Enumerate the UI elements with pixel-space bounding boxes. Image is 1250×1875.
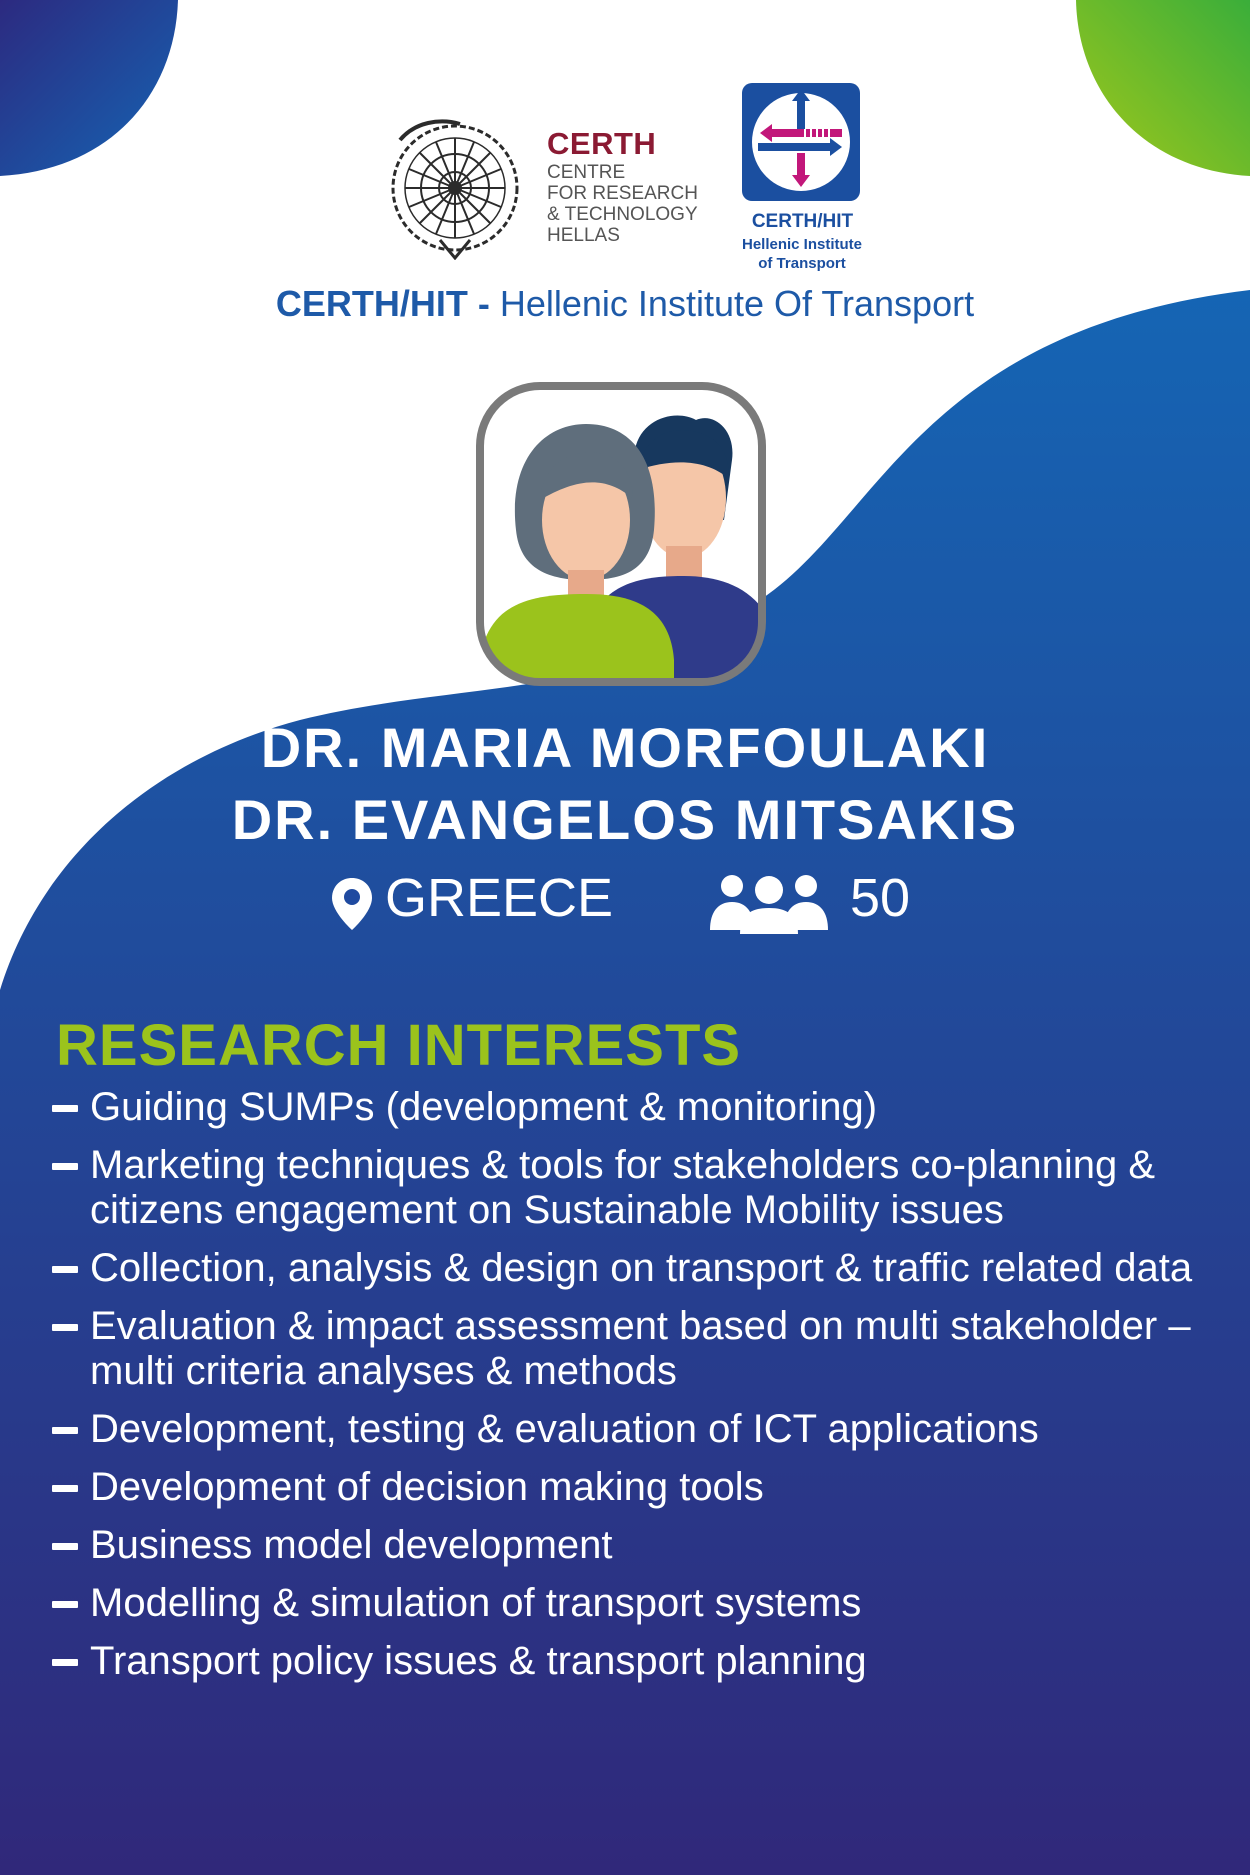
- dash-bullet-icon: [52, 1485, 78, 1492]
- list-item-text: Collection, analysis & design on transport & traffic related data: [90, 1246, 1193, 1290]
- list-item: [52, 1407, 1232, 1452]
- list-item-text: Guiding SUMPs (development & monitoring): [90, 1085, 878, 1129]
- certh-rosette-logo: [380, 110, 530, 260]
- location-pin-icon: [330, 876, 374, 932]
- corner-decoration-right: [1070, 0, 1250, 180]
- list-item: [52, 1143, 1232, 1233]
- dash-bullet-icon: [52, 1543, 78, 1550]
- dash-bullet-icon: [52, 1601, 78, 1608]
- certh-title: CERTH: [547, 126, 657, 161]
- hit-subtitle: Hellenic Institute of Transport: [741, 236, 863, 272]
- list-item-text: Development, testing & evaluation of ICT applications: [90, 1407, 1039, 1451]
- hit-arrows-logo: [742, 83, 860, 201]
- hit-title: CERTH/HIT: [751, 211, 854, 232]
- list-item-text: Development of decision making tools: [90, 1465, 764, 1509]
- list-item: [52, 1085, 1232, 1130]
- list-item-text: Transport policy issues & transport planning: [90, 1639, 867, 1683]
- two-person-avatar-icon: [474, 380, 768, 688]
- list-item-text: Evaluation & impact assessment based on multi stakeholder – multi criteria analyses & methods: [90, 1304, 1191, 1393]
- list-item: [52, 1523, 1232, 1568]
- research-interests-title: RESEARCH INTERESTS: [56, 1013, 742, 1078]
- name-secondary: DR. EVANGELOS MITSAKIS: [231, 788, 1019, 851]
- list-item: [52, 1304, 1232, 1394]
- list-item: [52, 1465, 1232, 1510]
- institute-heading: [0, 283, 1250, 325]
- list-item: [52, 1581, 1232, 1626]
- team-size: 50: [850, 868, 911, 928]
- certh-subtitle: CENTRE FOR RESEARCH & TECHNOLOGY HELLAS: [547, 162, 698, 246]
- profile-names: [0, 712, 1250, 856]
- dash-bullet-icon: [52, 1324, 78, 1331]
- research-interests-list: [52, 1085, 1232, 1697]
- list-item-text: Modelling & simulation of transport systems: [90, 1581, 862, 1625]
- dash-bullet-icon: [52, 1659, 78, 1666]
- list-item: [52, 1246, 1232, 1291]
- name-primary: DR. MARIA MORFOULAKI: [260, 716, 990, 779]
- corner-decoration-left: [0, 0, 180, 180]
- list-item: [52, 1639, 1232, 1684]
- dash-bullet-icon: [52, 1266, 78, 1273]
- list-item-text: Marketing techniques & tools for stakeholders co-planning & citizens engagement on Sustainable Mobility issues: [90, 1143, 1156, 1232]
- dash-bullet-icon: [52, 1427, 78, 1434]
- dash-bullet-icon: [52, 1105, 78, 1112]
- certh-logo-text: [547, 128, 698, 246]
- dash-bullet-icon: [52, 1163, 78, 1170]
- team-group-icon: [708, 872, 830, 934]
- institute-acronym: CERTH/HIT -: [275, 283, 500, 324]
- country-label: GREECE: [385, 868, 614, 928]
- institute-name: Hellenic Institute Of Transport: [499, 283, 975, 324]
- list-item-text: Business model development: [90, 1523, 613, 1567]
